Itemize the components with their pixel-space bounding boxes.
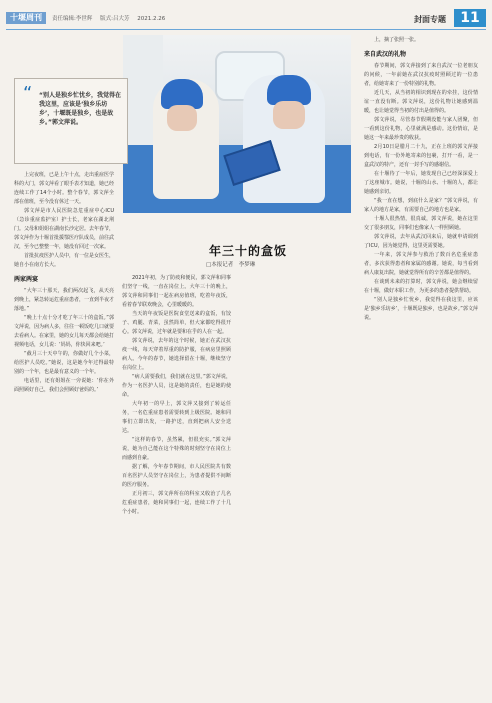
middle-paragraph: 当天的年夜饭是医院食堂送来的盒饭，有饺子、鸡腿、青菜，虽然简单，但大家都吃得很开心。郭文萍说，过年就是要和在乎的人在一起。 <box>122 311 231 335</box>
left-paragraph: 郭文萍是市人民医院急危重症中心ICU（急诊重症监护室）护士长，老家在湖北荆门。父母和姐姐在湖南长沙定居。去年春节，郭文萍作为十堰首批援鄂医疗队成员，前往武汉，至今已整整一年，她没有回过一次家。 <box>14 208 114 250</box>
left-paragraph: “大年三十那天，我们两次起飞，从天亮到晚上，紧急转运危重症患者，一直到半夜才落地。” <box>14 288 114 312</box>
article-byline: □本报记者 李梦琳 <box>206 262 256 268</box>
left-paragraph: “截月三十天中午的，你做好几个小菜，给医护人员吃。”她说，这是她今年过得最特别的一个年，也是最有意义的一个年。 <box>14 351 114 375</box>
right-paragraph: 郭文萍说，尽管春节假期没能与家人团聚，但一看到这份礼物，心里就满是感动。这份情谊，是她这一年来最珍贵的收获。 <box>364 117 478 141</box>
left-paragraph: 电话里，还有姐姐在一旁说她：‘你在外面照顾好自己，我们会照顾好爸妈的。’ <box>14 378 114 393</box>
quote-mark-icon: “ <box>23 83 33 104</box>
right-paragraph: 一年来，郭文萍参与救治了数百名危重症患者，多次获得患者和家属的感谢。她说，每当看到病人康复出院，她就觉得所有的辛苦都是值得的。 <box>364 252 478 276</box>
photo-face-left <box>167 105 197 131</box>
right-paragraph: 在谈到未来的打算时，郭文萍说，她会继续留在十堰，做好本职工作，为更多的患者提供帮助。 <box>364 279 478 294</box>
middle-paragraph: 据了解，今年春节期间，市人民医院共有数百名医护人员坚守在岗位上，为患者提供不间断的医疗服务。 <box>122 464 231 488</box>
right-paragraph: 春节期间，郭文萍接到了来自武汉一位老朋友的问候，一年前她在武汉抗疫时照顾过的一位患者，给她寄来了一份特别的礼物。 <box>364 63 478 87</box>
pull-quote <box>14 78 128 164</box>
header-meta <box>52 14 171 22</box>
photo-face-right <box>273 101 305 129</box>
right-column <box>364 36 478 696</box>
left-paragraph: “晚上十点十分才吃了年三十的盒饭。”郭文萍说，因为病人多，往往一顿饭吃几口就要去看病人。在家里，她的女儿每天都会给她打视频电话，女儿说：‘妈妈，你快回来吧。’ <box>14 315 114 348</box>
middle-paragraph: 2021年初，为了防疫和便民，郭文萍和同事们坚守一线，一直在岗位上。大年三十的晚上，郭文萍和同事们一起在病房值班，吃着年夜饭，看着春节联欢晚会，心里暖暖的。 <box>122 275 231 308</box>
left-paragraph: 上完夜班，已是上午十点，走出重症医学科的大门，郭文萍看了眼手表才知道，她已经连续工作了14个小时。整个春节，郭文萍全部在值班，至今没有休过一天。 <box>14 172 114 205</box>
section-title: 封面专题 <box>414 15 446 24</box>
publication-logo: 十堰周刊 <box>6 12 46 24</box>
middle-paragraph: “病人需要我们，我们就在这里。”郭文萍说，作为一名医护人员，这是她的责任，也是她的使命。 <box>122 374 231 398</box>
middle-paragraph: 正月初三，郭文萍所在的科室又收治了几名危重症患者，她和同事们一起，连续工作了十几个小时。 <box>122 491 231 515</box>
right-paragraph: “我一直在想，到底什么是家？”郭文萍说，有家人的地方是家，有需要自己的地方也是家。 <box>364 198 478 213</box>
article-title: 年三十的盒饭 <box>208 244 287 258</box>
header-rule <box>6 29 486 30</box>
cover-photo <box>123 35 351 213</box>
page-header <box>0 0 492 30</box>
right-paragraph: 十堰人很热情，很真诚，郭文萍说，她在这里交了很多朋友，同事们也像家人一样照顾她。 <box>364 216 478 231</box>
right-paragraph: 在十堰待了一年后，她发现自己已经深深爱上了这座城市。她说，十堰的山水、十堰的人，都让她感到亲切。 <box>364 171 478 195</box>
layout-credit: 版式:吕大芳 <box>100 16 130 22</box>
left-paragraph: 首批抗疫医护人员中，有一位是女医生，她自小在南方长大。 <box>14 253 114 268</box>
pull-quote-text: “别人是独乡忙忧乡，我觉得在我这里，应该是‘独乡乐坊乡’，十堰既是独乡，也是故乡。”郭文萍说。 <box>39 92 121 126</box>
right-paragraph: 近几天，从当初的相识到现在的牵挂，这份情谊一直没有断。郭文萍说，这份礼物让她感到温暖，也让她觉得当初的付出是值得的。 <box>364 90 478 114</box>
right-lead: 上，摘了张照一张。 <box>374 37 420 43</box>
page-number: 11 <box>454 9 486 27</box>
middle-paragraph: “这样的春节，虽然累，但很充实。”郭文萍说，她为自己能在这个特殊的时刻坚守在岗位上而感到自豪。 <box>122 437 231 461</box>
middle-columns <box>122 274 350 694</box>
section-heading: 两家两宴 <box>14 276 39 283</box>
issue-date: 2021.2.26 <box>137 16 166 22</box>
right-paragraph: “别人是独乡忙忧乡，我觉得在我这里，应该是‘独乡乐坊乡’，十堰既是独乡，也是故乡。”郭文萍说。 <box>364 297 478 321</box>
editor-credit: 责任编辑:李世辉 <box>52 16 93 22</box>
section-heading: 来自武汉的礼物 <box>364 51 407 58</box>
right-paragraph: 郭文萍说，去年从武汉回来后，她就申请调到了ICU，因为她觉得，这里更需要她。 <box>364 234 478 249</box>
left-column <box>14 171 114 691</box>
right-paragraph: 2月10日是腊月二十九，正在上班的郭文萍接到电话，有一份外地寄来的包裹，打开一看，是一盒武汉的特产，还有一封手写的感谢信。 <box>364 144 478 168</box>
middle-paragraph: 郭文萍说，去年的这个时候，她正在武汉抗疫一线，每天穿着厚重的防护服，在病房里照顾病人。今年的春节，她选择留在十堰，继续坚守在岗位上。 <box>122 338 231 371</box>
middle-paragraph: 大年初一的早上，郭文萍又接到了转运任务，一名危重症患者需要转到上级医院。她和同事们立即出发，一路护送，直到把病人安全送达。 <box>122 401 231 434</box>
